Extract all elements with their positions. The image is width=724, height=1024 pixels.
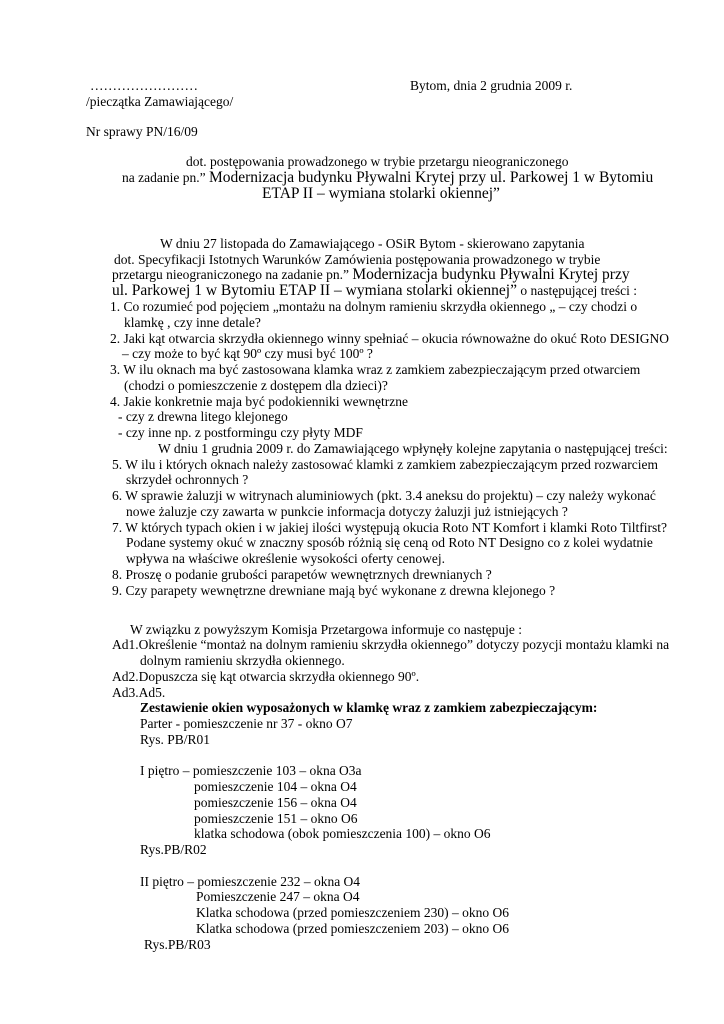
second-floor-room: Klatka schodowa (przed pomieszczeniem 230) – okno O6 <box>196 905 510 920</box>
question-line: 8. Proszę o podanie grubości parapetów wewnętrznych drewnianych ? <box>112 567 492 582</box>
subject-line-1: dot. postępowania prowadzonego w trybie przetargu nieograniczonego <box>186 154 569 169</box>
answer-ad3-ad5: Ad3.Ad5. <box>112 685 166 700</box>
subject-prefix: na zadanie pn.” <box>122 170 206 185</box>
subject-title: Modernizacja budynku Pływalni Krytej przy ul. Parkowej 1 w Bytomiu <box>208 169 654 186</box>
question-line: klamkę , czy inne detale? <box>124 315 261 330</box>
first-floor-room: pomieszczenie 104 – okna O4 <box>194 779 357 794</box>
question-line: 1. Co rozumieć pod pojęciem „montażu na dolnym ramieniu skrzydła okiennego „ – czy chodzi o <box>110 299 638 314</box>
windows-heading: Zestawienie okien wyposażonych w klamkę wraz z zamkiem zabezpieczającym: <box>140 700 598 715</box>
stamp-dots: …………………… <box>90 78 198 93</box>
answer-ad1: Ad1.Określenie “montaż na dolnym ramieniu skrzydła okiennego” dotyczy pozycji montażu klamki na <box>112 637 670 652</box>
place-date: Bytom, dnia 2 grudnia 2009 r. <box>410 78 573 93</box>
question-line: 3. W ilu oknach ma być zastosowana klamka wraz z zamkiem zabezpieczającym przed otwarciem <box>110 362 641 377</box>
second-floor-room: Klatka schodowa (przed pomieszczeniem 203) – okno O6 <box>196 921 510 936</box>
question-line: (chodzi o pomieszczenie z dostępem dla dzieci)? <box>124 378 388 393</box>
question-line: 5. W ilu i których oknach należy zastosować klamki z zamkiem zabezpieczającym przed rozwarciem <box>112 457 659 472</box>
question-line: - czy inne np. z postformingu czy płyty MDF <box>118 425 363 440</box>
intro-line-3 <box>112 267 630 282</box>
question-line: skrzydeł ochronnych ? <box>126 472 249 487</box>
question-line: – czy może to być kąt 90º czy musi być 100º ? <box>122 346 373 361</box>
intro-title-b: ul. Parkowej 1 w Bytomiu ETAP II – wymiana stolarki okiennej” <box>112 282 517 299</box>
subject-line-2 <box>122 170 653 185</box>
question-line: Podane systemy okuć w znaczny sposób różnią się ceną od Roto NT Designo co z kolei wydatnie <box>126 535 653 550</box>
drawing-ref: Rys.PB/R02 <box>140 842 207 857</box>
drawing-ref: Rys.PB/R03 <box>144 937 211 952</box>
first-floor-room: pomieszczenie 151 – okno O6 <box>194 811 358 826</box>
second-floor-entry: II piętro – pomieszczenie 232 – okna O4 <box>140 874 361 889</box>
intro-suffix: o następującej treści : <box>517 283 637 298</box>
question-line: 9. Czy parapety wewnętrzne drewniane mają być wykonane z drewna klejonego ? <box>112 583 556 598</box>
stamp-label: /pieczątka Zamawiającego/ <box>86 94 234 109</box>
answer-ad1-cont: dolnym ramieniu skrzydła okiennego. <box>140 653 345 668</box>
intro-title-a: Modernizacja budynku Pływalni Krytej przy <box>352 266 630 283</box>
intro-line-2: dot. Specyfikacji Istotnych Warunków Zamówienia postępowania prowadzonego w trybie <box>114 252 601 267</box>
question-line: wpływa na właściwe określenie wysokości oferty cenowej. <box>126 551 446 566</box>
ground-floor-entry: Parter - pomieszczenie nr 37 - okno O7 <box>140 716 353 731</box>
question-line: 6. W sprawie żaluzji w witrynach aluminiowych (pkt. 3.4 aneksu do projektu) – czy należy wykonać <box>112 488 656 503</box>
subject-line-3: ETAP II – wymiana stolarki okiennej” <box>262 185 500 202</box>
question-line: 2. Jaki kąt otwarcia skrzydła okiennego winny spełniać – okucia równoważne do okuć Roto DESIGNO <box>110 331 669 346</box>
intro-prefix: przetargu nieograniczonego na zadanie pn.” <box>112 267 350 282</box>
question-line: - czy z drewna litego klejonego <box>118 409 288 424</box>
answers-intro: W związku z powyższym Komisja Przetargowa informuje co następuje : <box>130 622 523 637</box>
intro-line-4 <box>112 283 637 298</box>
second-floor-room: Pomieszczenie 247 – okna O4 <box>196 889 360 904</box>
second-intro: W dniu 1 grudnia 2009 r. do Zamawiającego wpłynęły kolejne zapytania o następującej treści: <box>158 441 668 456</box>
question-line: nowe żaluzje czy zawarta w punkcie informacja dotyczy żaluzji już istniejących ? <box>126 504 568 519</box>
answer-ad2: Ad2.Dopuszcza się kąt otwarcia skrzydła okiennego 90º. <box>112 669 420 684</box>
question-line: 7. W których typach okien i w jakiej ilości występują okucia Roto NT Komfort i klamki Roto Tiltfirst? <box>112 520 667 535</box>
first-floor-room: klatka schodowa (obok pomieszczenia 100) – okno O6 <box>194 826 491 841</box>
drawing-ref: Rys. PB/R01 <box>140 732 210 747</box>
intro-line-1: W dniu 27 listopada do Zamawiającego - OSiR Bytom - skierowano zapytania <box>160 236 585 251</box>
case-number: Nr sprawy PN/16/09 <box>86 124 198 139</box>
first-floor-entry: I piętro – pomieszczenie 103 – okna O3a <box>140 763 362 778</box>
first-floor-room: pomieszczenie 156 – okna O4 <box>194 795 357 810</box>
question-line: 4. Jakie konkretnie maja być podokienniki wewnętrzne <box>110 394 409 409</box>
